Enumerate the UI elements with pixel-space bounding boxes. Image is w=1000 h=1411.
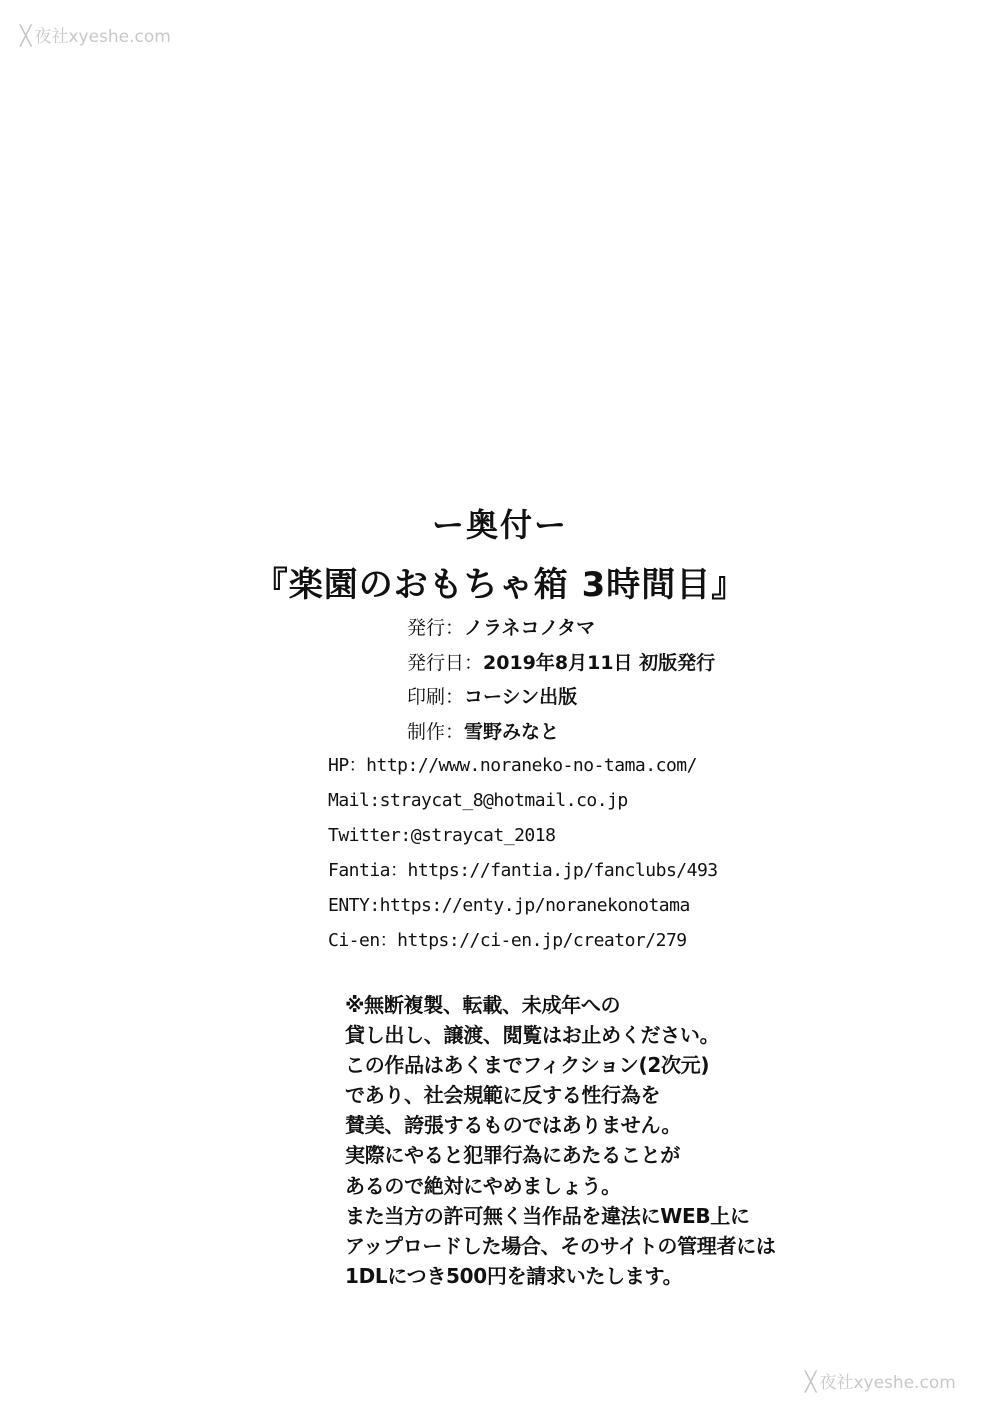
notice-line: ※無断複製、転載、未成年への [345, 993, 621, 1017]
publish-date-row [407, 646, 715, 681]
book-title: 『楽園のおもちゃ箱 3時間目』 [253, 565, 747, 605]
notice-line: この作品はあくまでフィクション(2次元) [345, 1053, 710, 1078]
homepage-link: HP：http://www.noraneko-no-tama.com/ [328, 755, 697, 776]
enty-link: ENTY:https://enty.jp/noranekonotama [328, 895, 690, 916]
notice-line: 貸し出し、譲渡、閲覧はお止めください。 [345, 1023, 720, 1048]
twitter-link: Twitter:@straycat_2018 [328, 825, 556, 846]
cien-link: Ci-en：https://ci-en.jp/creator/279 [328, 930, 687, 951]
notice-line: 実際にやると犯罪行為にあたることが [345, 1143, 680, 1168]
fantia-link: Fantia：https://fantia.jp/fanclubs/493 [328, 860, 718, 881]
watermark-text: 夜社xyeshe.com [819, 1373, 956, 1393]
notice-line: 1DLにつき500円を請求いたします。 [345, 1263, 683, 1288]
publish-date-value: 2019年8月11日 初版発行 [483, 651, 716, 674]
contact-links [328, 748, 718, 958]
author-value: 雪野みなと [464, 720, 560, 743]
notice-line: であり、社会規範に反する性行為を [345, 1083, 661, 1108]
author-label: 制作： [407, 720, 465, 743]
notice-line: あるので絶対にやめましょう。 [345, 1173, 621, 1198]
publisher-value: ノラネコノタマ [464, 617, 596, 639]
colophon-heading: ー奥付ー [431, 506, 568, 544]
watermark-x-icon: ╳ [20, 25, 32, 47]
notice-line: 賛美、誇張するものではありません。 [345, 1113, 682, 1138]
notice-line: また当方の許可無く当作品を違法にWEB上に [345, 1203, 750, 1228]
printer-value: コーシン出版 [464, 686, 578, 708]
mail-link: Mail:straycat_8@hotmail.co.jp [328, 790, 628, 811]
author-row [407, 715, 715, 750]
printer-label: 印刷： [407, 686, 465, 708]
publication-info [407, 611, 715, 749]
watermark-bottom [805, 1368, 956, 1393]
publish-date-label: 発行日： [407, 651, 484, 674]
watermark-text: 夜社xyeshe.com [34, 27, 171, 47]
notice-line: アップロードした場合、そのサイトの管理者には [345, 1233, 776, 1258]
legal-notice [345, 990, 776, 1291]
watermark-x-icon: ╳ [805, 1371, 817, 1393]
publisher-label: 発行： [407, 617, 465, 639]
watermark-top [20, 22, 171, 47]
publisher-row [407, 611, 715, 646]
printer-row [407, 680, 715, 715]
